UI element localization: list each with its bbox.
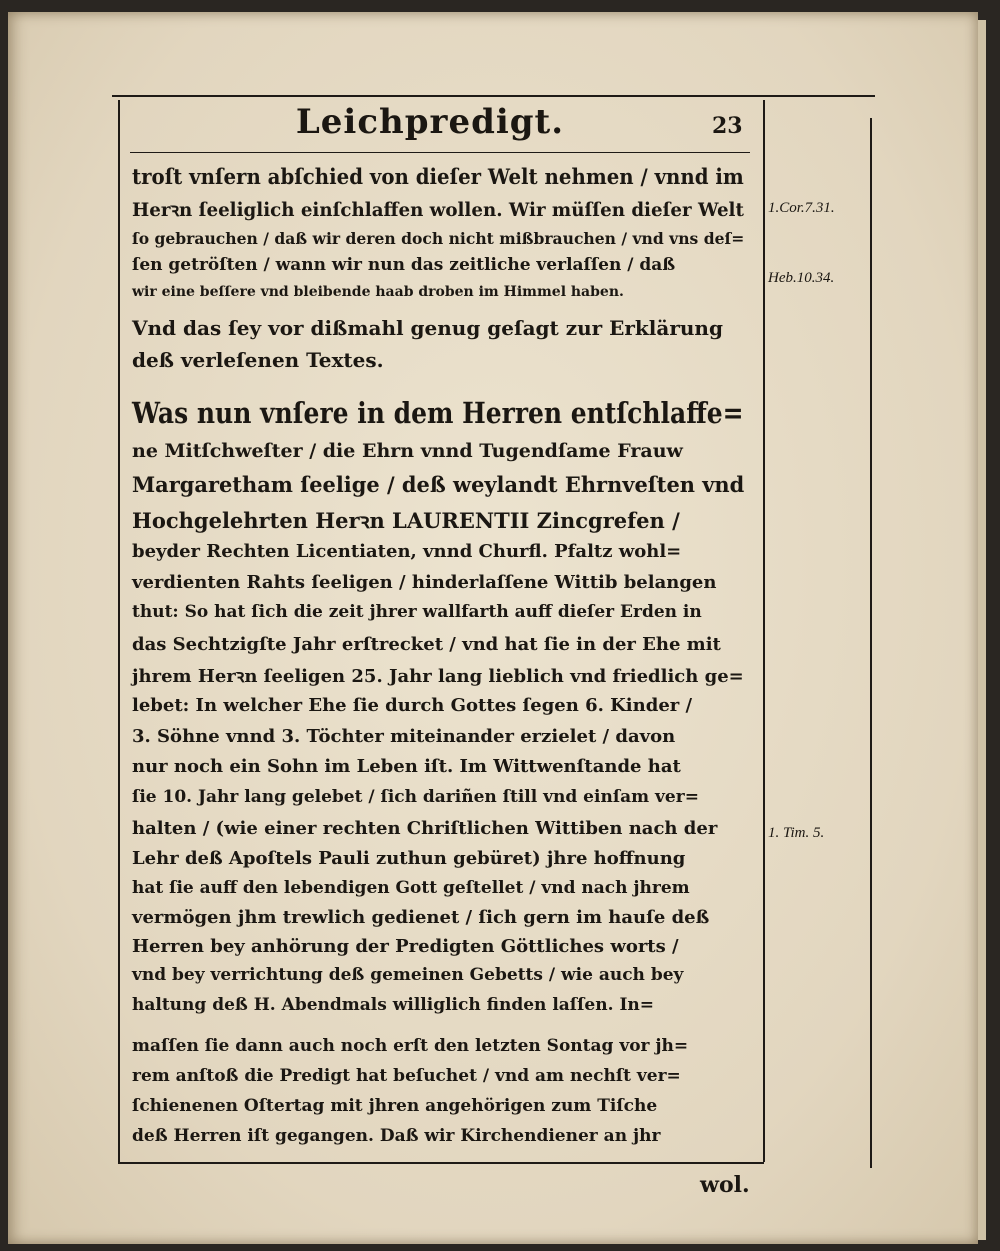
text-line: Herꝛn ſeeliglich einſchlaffen wollen. Wir müſſen dieſer Welt — [132, 199, 744, 221]
text-line: ſen getröſten / wann wir nun das zeitliche verlaſſen / daß — [132, 255, 676, 275]
text-line: lebet: In welcher Ehe ſie durch Gottes ſegen 6. Kinder / — [132, 695, 693, 716]
text-line: beyder Rechten Licentiaten, vnnd Churfl. Pfaltz wohl= — [132, 541, 682, 562]
text-line: Lehr deß Apoſtels Pauli zuthun gebüret) jhre hoffnung — [132, 848, 686, 869]
text-line: thut: So hat ſich die zeit jhrer wallfarth auff dieſer Erden in — [132, 602, 702, 622]
text-line: nur noch ein Sohn im Leben iſt. Im Wittwenſtande hat — [132, 756, 681, 777]
frame-bottom-rule — [118, 1162, 764, 1164]
text-line: deß Herren iſt gegangen. Daß wir Kirchendiener an jhr — [132, 1126, 661, 1146]
text-line: Herren bey anhörung der Predigten Göttliches worts / — [132, 936, 679, 957]
text-line: das Sechtzigſte Jahr erſtrecket / vnd hat ſie in der Ehe mit — [132, 634, 721, 655]
page-number: 23 — [712, 113, 743, 139]
text-line: ſo gebrauchen / daß wir deren doch nicht mißbrauchen / vnd vns deſ= — [132, 229, 745, 248]
text-line: verdienten Rahts ſeeligen / hinderlaſſene Wittib belangen — [132, 572, 717, 593]
text-line: ne Mitſchweſter / die Ehrn vnnd Tugendſame Frauw — [132, 440, 683, 462]
frame-margin-rule — [763, 100, 765, 1162]
margin-note: 1.Cor.7.31. — [768, 200, 835, 216]
text-line: wir eine beſſere vnd bleibende haab droben im Himmel haben. — [132, 284, 624, 300]
margin-note: 1. Tim. 5. — [768, 825, 825, 841]
text-line: troſt vnſern abſchied von dieſer Welt nehmen / vnnd im — [132, 164, 744, 189]
page-edge — [978, 20, 986, 1240]
running-header: Leichpredigt. — [295, 102, 565, 142]
text-line: vnd bey verrichtung deß gemeinen Gebetts / wie auch bey — [132, 965, 684, 985]
text-line: hat ſie auff den lebendigen Gott geſtellet / vnd nach jhrem — [132, 878, 690, 898]
frame-top-rule — [112, 95, 875, 97]
text-line: deß verleſenen Textes. — [132, 348, 384, 372]
text-line: halten / (wie einer rechten Chriſtlichen Wittiben nach der — [132, 818, 718, 839]
text-line: haltung deß H. Abendmals williglich finden laſſen. In= — [132, 995, 655, 1015]
text-line: Hochgelehrten Herꝛn LAURENTII Zincgrefen / — [132, 508, 680, 533]
text-line: jhrem Herꝛn ſeeligen 25. Jahr lang lieblich vnd friedlich ge= — [132, 666, 744, 687]
text-line: 3. Söhne vnnd 3. Töchter miteinander erzielet / davon — [132, 726, 676, 747]
text-line: maſſen ſie dann auch noch erſt den letzten Sontag vor jh= — [132, 1036, 689, 1056]
text-line: Was nun vnſere in dem Herren entſchlaffe= — [132, 396, 744, 430]
header-underline — [130, 152, 750, 153]
text-line: Margaretham ſeelige / deß weylandt Ehrnveſten vnd — [132, 472, 745, 497]
text-line: rem anſtoß die Predigt hat beſuchet / vnd am nechſt ver= — [132, 1066, 681, 1086]
text-line: ſchienenen Oſtertag mit jhren angehörigen zum Tiſche — [132, 1096, 658, 1116]
text-line: Vnd das ſey vor dißmahl genug geſagt zur Erklärung — [132, 316, 723, 340]
catchword: wol. — [700, 1172, 750, 1198]
frame-right-rule — [870, 118, 872, 1168]
frame-left-rule — [118, 100, 120, 1162]
text-line: ſie 10. Jahr lang gelebet / ſich dariñen ſtill vnd einſam ver= — [132, 787, 699, 807]
margin-note: Heb.10.34. — [768, 270, 835, 286]
text-line: vermögen jhm trewlich gedienet / ſich gern im hauſe deß — [132, 907, 710, 928]
